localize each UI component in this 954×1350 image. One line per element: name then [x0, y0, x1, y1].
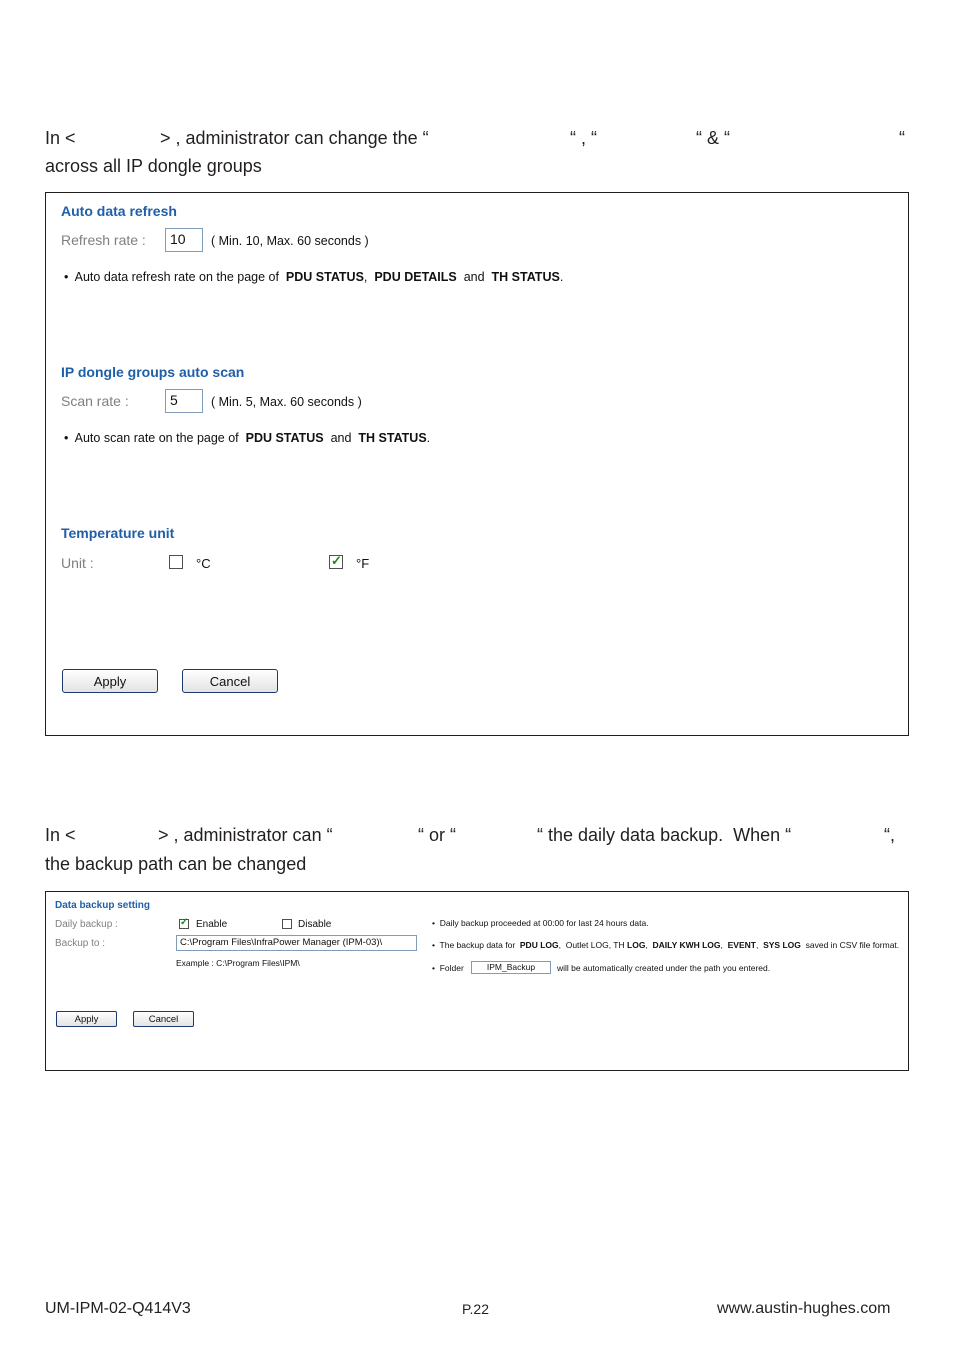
refresh-rate-range: ( Min. 10, Max. 60 seconds ) — [211, 234, 369, 248]
backup-to-label: Backup to : — [55, 938, 106, 949]
intro2-text-a: In < — [45, 825, 76, 845]
intro1-line2: across all IP dongle groups — [45, 156, 262, 176]
disable-checkbox[interactable] — [282, 919, 292, 929]
backup-title: Data backup setting — [55, 900, 151, 911]
enable-checkbox[interactable]: ✓ — [180, 917, 189, 928]
backup-apply-button[interactable]: Apply — [56, 1011, 117, 1027]
scan-rate-label: Scan rate : — [61, 393, 129, 409]
backup-note-3: • Folder — [432, 963, 464, 973]
celsius-label: °C — [196, 556, 211, 571]
unit-label: Unit : — [61, 555, 94, 571]
scan-rate-range: ( Min. 5, Max. 60 seconds ) — [211, 395, 362, 409]
scan-rate-input[interactable]: 5 — [165, 389, 203, 413]
settings-panel — [45, 192, 909, 736]
backup-note-3-suffix: will be automatically created under the path you entered. — [557, 963, 771, 973]
fahrenheit-label: °F — [356, 556, 370, 571]
backup-path-example: Example : C:\Program Files\IPM\ — [176, 958, 300, 968]
daily-backup-label: Daily backup : — [55, 919, 118, 930]
fahrenheit-checkbox[interactable]: ✓ — [331, 553, 342, 568]
auto-scan-title: IP dongle groups auto scan — [61, 364, 245, 380]
backup-cancel-button[interactable]: Cancel — [133, 1011, 194, 1027]
apply-button[interactable]: Apply — [62, 669, 158, 693]
auto-refresh-title: Auto data refresh — [61, 203, 177, 219]
scan-rate-note: • Auto scan rate on the page of PDU STATUS and TH STATUS. — [64, 431, 431, 445]
refresh-rate-label: Refresh rate : — [61, 232, 146, 248]
intro2-text-b: > , administrator can “ — [158, 825, 333, 845]
refresh-rate-input[interactable]: 10 — [165, 228, 203, 252]
intro2-line2: the backup path can be changed — [45, 854, 307, 874]
pdu-details-term: PDU DETAILS — [374, 270, 457, 284]
intro2-text-d: “ the daily data backup. When “ — [537, 825, 792, 845]
intro2-text-c: “ or “ — [418, 825, 456, 845]
intro1-text-b: > , administrator can change the “ — [160, 128, 429, 148]
backup-path-input[interactable]: C:\Program Files\InfraPower Manager (IPM-03)\ — [176, 935, 417, 951]
intro1-text-c: “ , “ — [570, 128, 597, 148]
refresh-rate-note: • Auto data refresh rate on the page of PDU STATUS, PDU DETAILS and TH STATUS. — [64, 270, 564, 284]
intro1-text-a: In < — [45, 128, 76, 148]
backup-panel — [45, 891, 909, 1071]
intro1-text-e: “ — [899, 128, 905, 148]
backup-note-1: • Daily backup proceeded at 00:00 for last 24 hours data. — [432, 918, 649, 928]
pdu-status-term: PDU STATUS — [285, 270, 364, 284]
backup-folder-field: IPM_Backup — [471, 961, 551, 974]
footer-page-number: P.22 — [462, 1301, 489, 1317]
intro2-text-e: “, — [884, 825, 895, 845]
temperature-unit-title: Temperature unit — [61, 525, 175, 541]
backup-note-2: • The backup data for PDU LOG, Outlet LOG, TH LOG, DAILY KWH LOG, EVENT, SYS LOG saved in CSV file format. — [432, 940, 900, 950]
celsius-checkbox[interactable] — [169, 555, 183, 569]
intro1-text-d: “ & “ — [696, 128, 730, 148]
footer-website: www.austin-hughes.com — [717, 1300, 891, 1317]
disable-label: Disable — [298, 919, 332, 930]
enable-label: Enable — [196, 919, 228, 930]
cancel-button[interactable]: Cancel — [182, 669, 278, 693]
th-status-term: TH STATUS — [491, 270, 560, 284]
footer-doc-id: UM-IPM-02-Q414V3 — [45, 1300, 191, 1317]
